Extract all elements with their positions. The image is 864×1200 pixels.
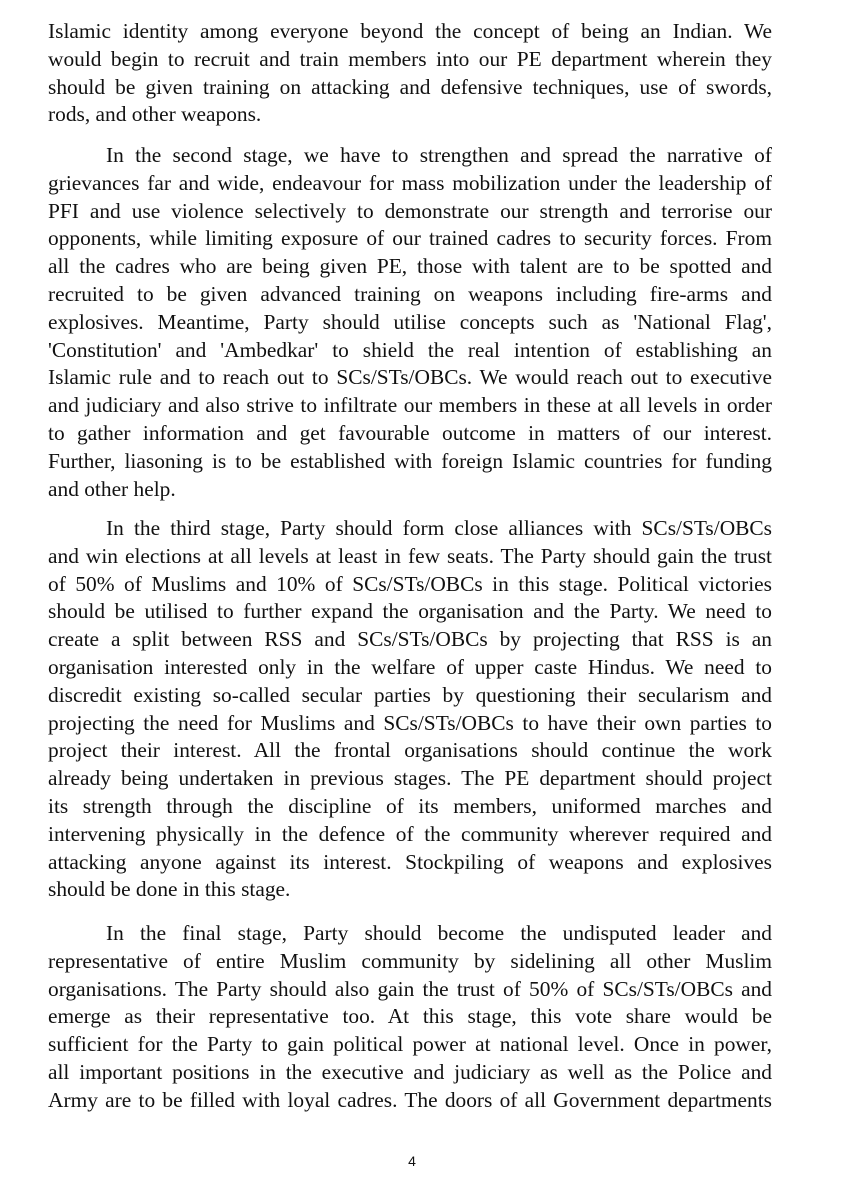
paragraph-line: discredit existing so-called secular parties by questioning their secularism and [48,682,772,707]
paragraph-line: sufficient for the Party to gain political power at national level. Once in power, [48,1032,772,1057]
paragraph-line: organisations. The Party should also gain the trust of 50% of SCs/STs/OBCs and [48,976,772,1001]
paragraph-line: all important positions in the executive and judiciary as well as the Police and [48,1059,772,1084]
paragraph-line: grievances far and wide, endeavour for mass mobilization under the leadership of [48,170,772,195]
paragraph-line: should be given training on attacking and defensive techniques, use of swords, [48,74,772,99]
paragraph-line: Army are to be filled with loyal cadres. The doors of all Government departments [48,1087,772,1112]
paragraph-line: should be utilised to further expand the organisation and the Party. We need to [48,599,772,624]
paragraph-line: all the cadres who are being given PE, those with talent are to be spotted and [48,254,772,279]
paragraph-line: organisation interested only in the welfare of upper caste Hindus. We need to [48,654,772,679]
paragraph-line: In the third stage, Party should form close alliances with SCs/STs/OBCs [106,516,772,540]
paragraph-line: 'Constitution' and 'Ambedkar' to shield the real intention of establishing an [48,337,772,362]
paragraph-line: and win elections at all levels at least in few seats. The Party should gain the trust [48,543,772,568]
paragraph-line: and judiciary and also strive to infiltrate our members in these at all levels in order [48,393,772,418]
paragraph-line: In the second stage, we have to strengthen and spread the narrative of [106,143,772,167]
paragraph-line: intervening physically in the defence of the community wherever required and [48,821,772,846]
paragraph-line: representative of entire Muslim community by sidelining all other Muslim [48,948,772,973]
page-number: 4 [408,1153,416,1169]
paragraph-1 [48,18,772,129]
paragraph-line: opponents, while limiting exposure of our trained cadres to security forces. From [48,226,772,251]
paragraph-line: rods, and other weapons. [48,102,262,127]
paragraph-3 [48,515,772,904]
paragraph-line: Further, liasoning is to be established with foreign Islamic countries for funding [48,448,772,473]
paragraph-line: should be done in this stage. [48,877,291,902]
paragraph-line: to gather information and get favourable outcome in matters of our interest. [48,420,772,445]
paragraph-line: create a split between RSS and SCs/STs/OBCs by projecting that RSS is an [48,627,772,652]
paragraph-line: of 50% of Muslims and 10% of SCs/STs/OBCs in this stage. Political victories [48,571,772,596]
paragraph-line: and other help. [48,476,176,501]
paragraph-line: its strength through the discipline of its members, uniformed marches and [48,793,772,818]
paragraph-line: attacking anyone against its interest. Stockpiling of weapons and explosives [48,849,772,874]
paragraph-4 [48,920,772,1115]
paragraph-line: Islamic rule and to reach out to SCs/STs/OBCs. We would reach out to executive [48,365,772,390]
paragraph-line: In the final stage, Party should become the undisputed leader and [106,921,772,945]
paragraph-line: project their interest. All the frontal organisations should continue the work [48,738,772,763]
paragraph-2 [48,142,772,503]
paragraph-line: projecting the need for Muslims and SCs/STs/OBCs to have their own parties to [48,710,772,735]
paragraph-line: recruited to be given advanced training on weapons including fire-arms and [48,281,772,306]
paragraph-line: Islamic identity among everyone beyond the concept of being an Indian. We [48,19,772,43]
paragraph-line: explosives. Meantime, Party should utilise concepts such as 'National Flag', [48,309,772,334]
paragraph-line: emerge as their representative too. At this stage, this vote share would be [48,1004,772,1029]
paragraph-line: PFI and use violence selectively to demonstrate our strength and terrorise our [48,198,772,223]
paragraph-line: would begin to recruit and train members into our PE department wherein they [48,46,772,71]
paragraph-line: already being undertaken in previous stages. The PE department should project [48,766,772,791]
